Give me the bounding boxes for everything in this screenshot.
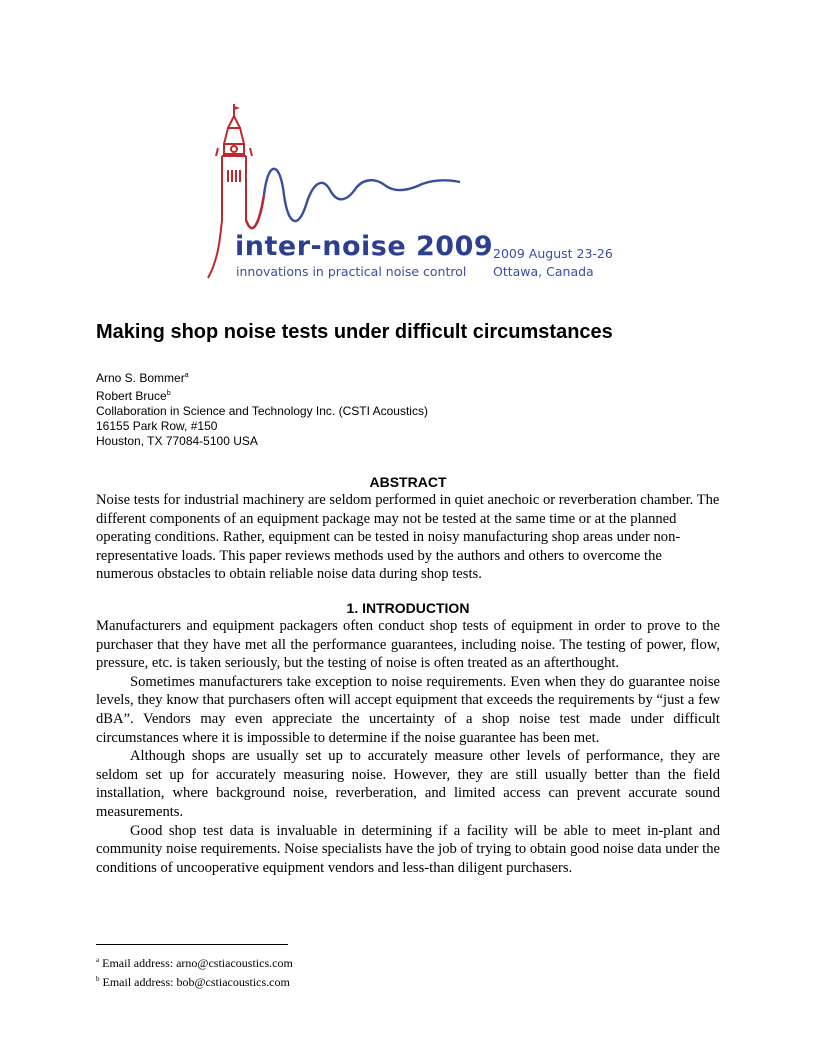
paragraph: Although shops are usually set up to accurately measure other levels of performance, they are seldom set up for accurately measuring noise. However, they are still usually better than the field installation, where background noise, reverberation, and limited access can prevent accurate sound measurements. (96, 748, 720, 820)
paper-title: Making shop noise tests under difficult circumstances (96, 321, 613, 343)
author-line (96, 386, 428, 404)
brand-tagline: innovations in practical noise control (236, 264, 467, 279)
paragraph: Good shop test data is invaluable in determining if a facility will be able to meet in-plant and community noise requirements. Noise specialists have the job of trying to obtain good noise data under the conditions of uncooperative equipment vendors and less-than diligent purchasers. (96, 822, 720, 876)
address-line: 16155 Park Row, #150 (96, 419, 218, 433)
author-block (96, 368, 428, 449)
event-place: Ottawa, Canada (493, 264, 594, 279)
footnote-mark: a (96, 956, 100, 964)
footnote (96, 953, 293, 972)
section-heading-introduction: 1. INTRODUCTION (346, 600, 470, 616)
affiliation: Collaboration in Science and Technology Inc. (CSTI Acoustics) (96, 404, 428, 418)
footnote-text: Email address: arno@cstiacoustics.com (102, 956, 293, 970)
footnote (96, 972, 293, 991)
event-date: 2009 August 23-26 (493, 246, 613, 261)
footnote-mark: b (96, 974, 100, 983)
address-line: Houston, TX 77084-5100 USA (96, 434, 258, 448)
abstract-text: Noise tests for industrial machinery are seldom performed in quiet anechoic or reverberation chamber. The different components of an equipment package may not be tested at the same time or at the planned operating conditions. Rather, equipment can be tested in noisy manufacturing shop areas under non-representative loads. This paper reviews methods used by the authors and others to overcome the numerous obstacles to obtain reliable noise data during shop tests. (96, 492, 720, 583)
footnote-mark: a (184, 372, 189, 379)
footnote-text: Email address: bob@cstiacoustics.com (102, 974, 290, 989)
author-name: Arno S. Bommer (96, 371, 185, 385)
introduction-body (96, 617, 720, 877)
footnote-divider (96, 944, 288, 945)
author-name: Robert Bruce (96, 389, 167, 403)
abstract-heading: ABSTRACT (369, 474, 447, 490)
conference-logo (198, 100, 628, 285)
paragraph: Manufacturers and equipment packagers often conduct shop tests of equipment in order to prove to the purchaser that they have met all the performance guarantees, including noise. The testing of power, flow, pressure, etc. is taken seriously, but the testing of noise is often treated as an afterthought. (96, 618, 720, 672)
brand-name: inter-noise 2009 (235, 231, 494, 262)
footnote-mark: b (166, 390, 171, 397)
paragraph: Sometimes manufacturers take exception to noise requirements. Even when they do guarantee noise levels, they know that purchasers often will accept equipment that exceeds the requirements by “just a few dBA”. Vendors may even appreciate the uncertainty of a shop noise test made under difficult circumstances where it is impossible to determine if the noise guarantee has been met. (96, 673, 720, 746)
author-line (96, 368, 428, 386)
footnotes (96, 953, 293, 990)
